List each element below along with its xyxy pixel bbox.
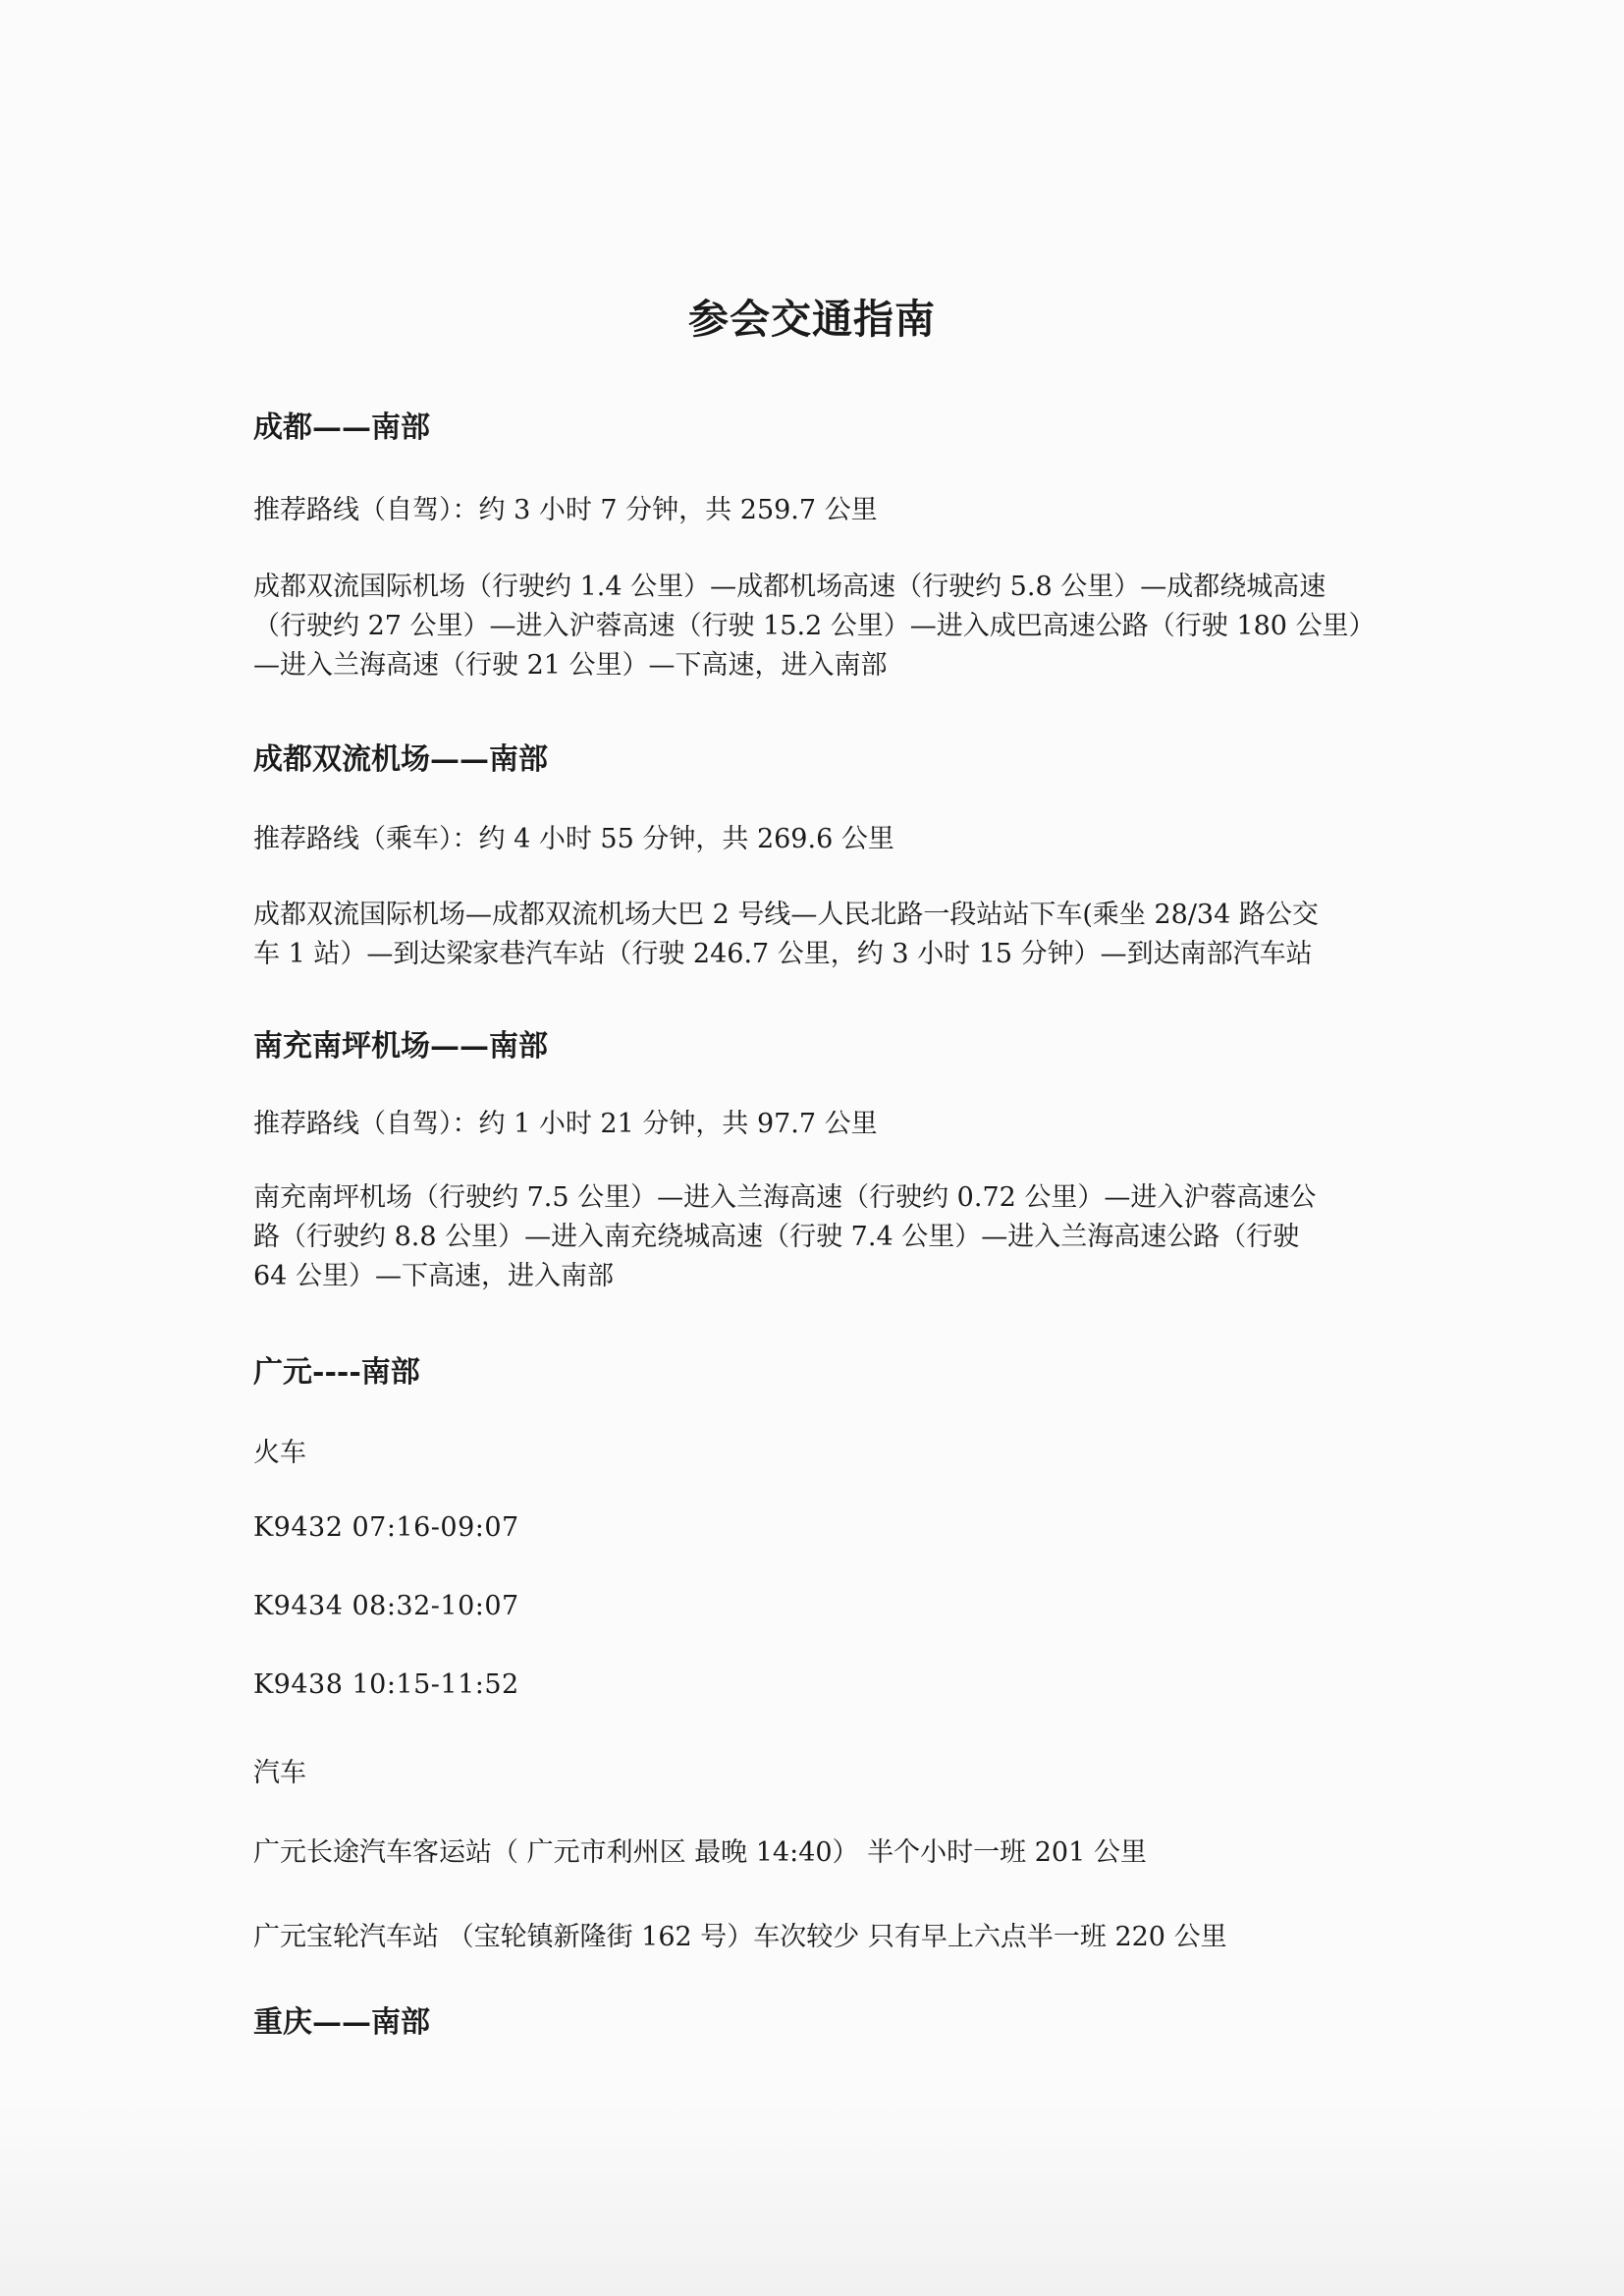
bus-schedule-item: 广元宝轮汽车站 （宝轮镇新隆街 162 号）车次较少 只有早上六点半一班 220 公里 bbox=[253, 1922, 1227, 1952]
section-heading-guangyuan: 广元----南部 bbox=[253, 1355, 420, 1390]
bus-label: 汽车 bbox=[253, 1758, 306, 1788]
route-line: 车 1 站）—到达梁家巷汽车站（行驶 246.7 公里，约 3 小时 15 分钟）—到达南部汽车站 bbox=[253, 939, 1313, 969]
route-detail-chengdu bbox=[253, 568, 1392, 685]
route-detail-shuangliu bbox=[253, 896, 1392, 974]
section-heading-shuangliu: 成都双流机场——南部 bbox=[253, 742, 548, 777]
train-schedule-item: K9438 10:15-11:52 bbox=[253, 1669, 519, 1700]
route-line: 路（行驶约 8.8 公里）—进入南充绕城高速（行驶 7.4 公里）—进入兰海高速公路（行驶 bbox=[253, 1222, 1300, 1252]
route-line: （行驶约 27 公里）—进入沪蓉高速（行驶 15.2 公里）—进入成巴高速公路（行驶 180 公里） bbox=[253, 611, 1376, 641]
train-schedule-item: K9432 07:16-09:07 bbox=[253, 1512, 519, 1543]
section-heading-chongqing: 重庆——南部 bbox=[253, 2005, 430, 2040]
page-title: 参会交通指南 bbox=[688, 296, 936, 343]
section-heading-nanchong: 南充南坪机场——南部 bbox=[253, 1029, 548, 1064]
bus-schedule-item: 广元长途汽车客运站（ 广元市利州区 最晚 14:40） 半个小时一班 201 公里 bbox=[253, 1837, 1147, 1868]
section-heading-chengdu: 成都——南部 bbox=[253, 410, 430, 445]
train-schedule-item: K9434 08:32-10:07 bbox=[253, 1591, 519, 1621]
route-line: 64 公里）—下高速，进入南部 bbox=[253, 1261, 614, 1291]
route-detail-nanchong bbox=[253, 1178, 1392, 1296]
route-summary-nanchong: 推荐路线（自驾）：约 1 小时 21 分钟，共 97.7 公里 bbox=[253, 1109, 878, 1139]
route-line: 成都双流国际机场（行驶约 1.4 公里）—成都机场高速（行驶约 5.8 公里）—成都绕城高速 bbox=[253, 572, 1326, 602]
route-line: 成都双流国际机场—成都双流机场大巴 2 号线—人民北路一段站站下车(乘坐 28/34 路公交 bbox=[253, 900, 1319, 930]
route-summary-shuangliu: 推荐路线（乘车）：约 4 小时 55 分钟，共 269.6 公里 bbox=[253, 824, 894, 854]
route-line: —进入兰海高速（行驶 21 公里）—下高速，进入南部 bbox=[253, 650, 888, 681]
scan-shading bbox=[0, 2102, 1624, 2296]
train-label: 火车 bbox=[253, 1438, 306, 1468]
route-line: 南充南坪机场（行驶约 7.5 公里）—进入兰海高速（行驶约 0.72 公里）—进入沪蓉高速公 bbox=[253, 1182, 1317, 1213]
route-summary-chengdu: 推荐路线（自驾）：约 3 小时 7 分钟，共 259.7 公里 bbox=[253, 495, 878, 525]
